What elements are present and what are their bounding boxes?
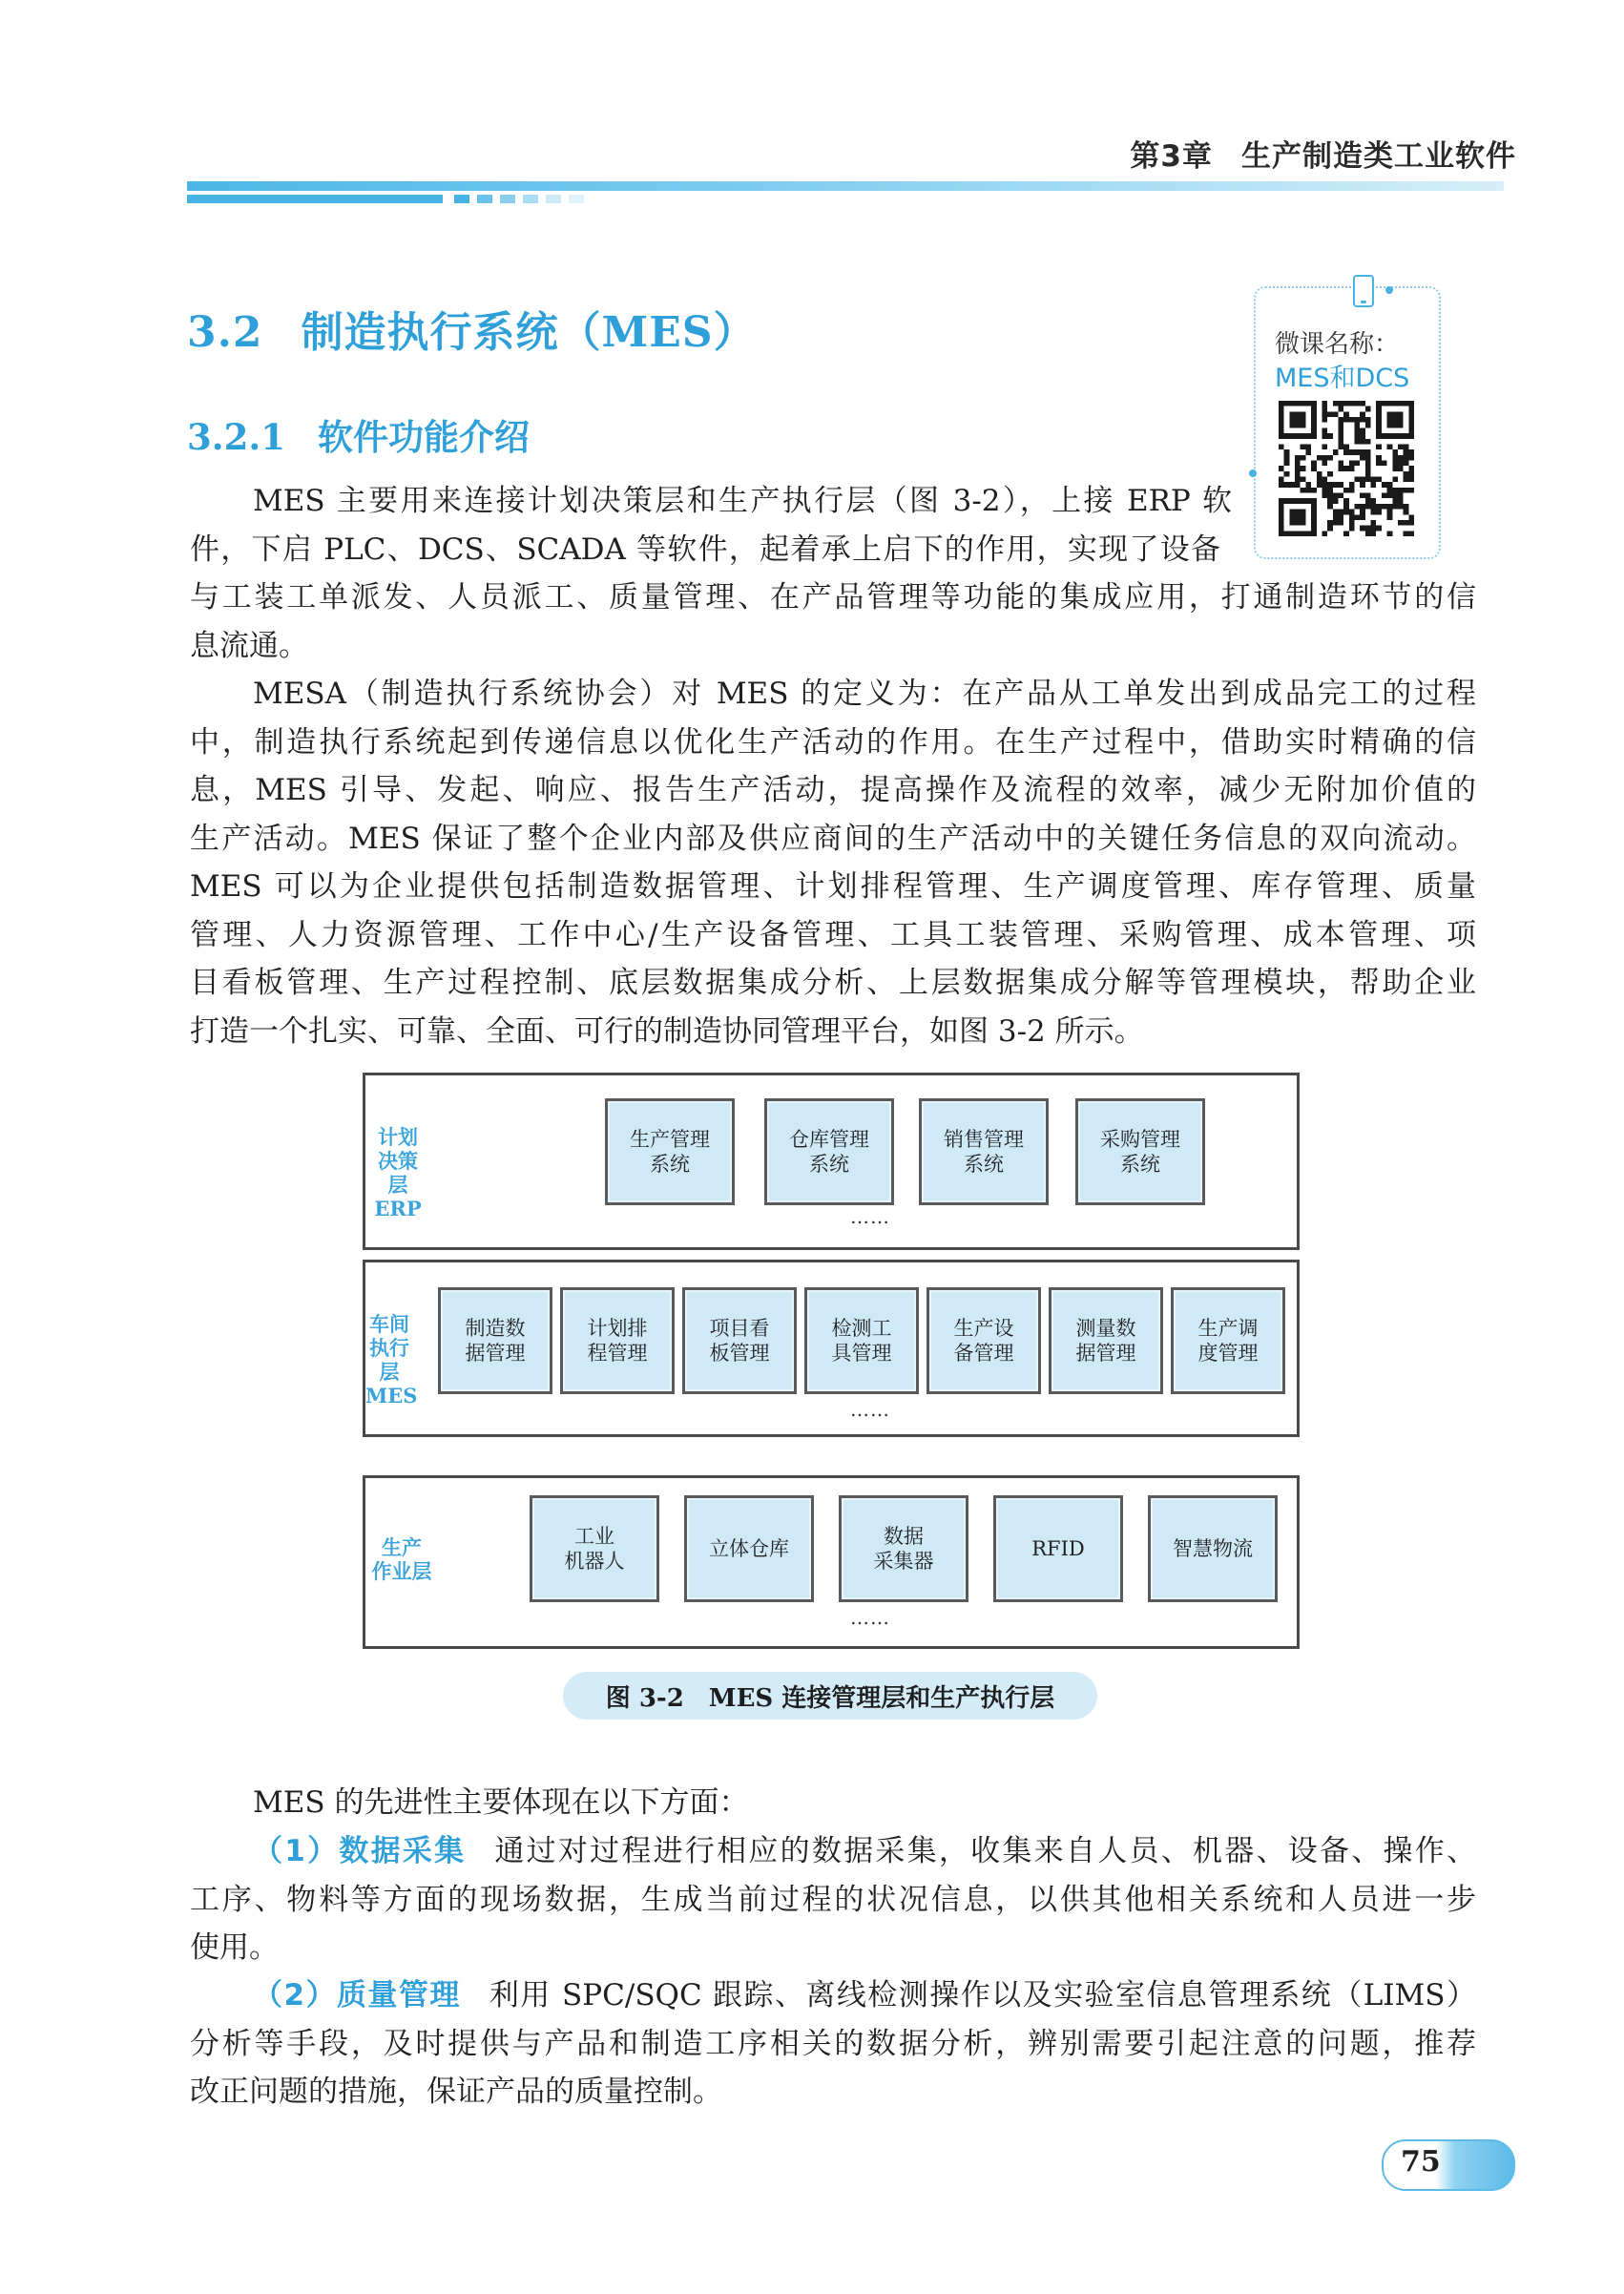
ellipsis: …… [850, 1606, 890, 1629]
figure-caption [563, 1672, 1097, 1720]
mes-layer-box [363, 1260, 1300, 1437]
section-title [187, 298, 757, 359]
module-box: 生产调 度管理 [1171, 1287, 1285, 1394]
text-line: 打造一个扎实、可靠、全面、可行的制造协同管理平台，如图 3-2 所示。 [190, 1013, 1144, 1049]
text-line: MES 的先进性主要体现在以下方面： [253, 1785, 749, 1820]
section-number: 3.2 [187, 308, 263, 357]
text-line: 与工装工单派发、人员派工、质量管理、在产品管理等功能的集成应用，打通制造环节的信 [190, 580, 1476, 615]
paragraph-3 [190, 1779, 1476, 1827]
module-box: 数据 采集器 [839, 1495, 968, 1602]
module-box: 测量数 据管理 [1049, 1287, 1163, 1394]
chapter-title: 生产制造类工业软件 [1241, 139, 1516, 174]
module-box: 计划排 程管理 [560, 1287, 675, 1394]
text-line: 使用。 [190, 1930, 279, 1965]
ellipsis: …… [850, 1398, 890, 1421]
subsection-number: 3.2.1 [187, 416, 285, 458]
text-line: 改正问题的措施，保证产品的质量控制。 [190, 2075, 722, 2109]
card-dot-icon [1385, 286, 1393, 294]
module-box: 仓库管理 系统 [764, 1098, 894, 1205]
page-number: 75 [1401, 2145, 1441, 2179]
figure-number: 图 3-2 [605, 1683, 684, 1713]
module-box: 制造数 据管理 [438, 1287, 552, 1394]
text-line: 管理、人力资源管理、工作中心/生产设备管理、工具工装管理、采购管理、成本管理、项 [190, 917, 1476, 952]
figure-caption-text: MES 连接管理层和生产执行层 [708, 1683, 1055, 1713]
text-line: （1）数据采集 通过对过程进行相应的数据采集，收集来自人员、机器、设备、操作、 [253, 1834, 1476, 1868]
chapter-header [1130, 132, 1516, 175]
text-line: 中，制造执行系统起到传递信息以优化生产活动的作用。在生产过程中，借助实时精确的信 [190, 724, 1476, 760]
text-line: 件，下启 PLC、DCS、SCADA 等软件，起着承上启下的作用，实现了设备 [190, 532, 1220, 567]
text-line: （2）质量管理 利用 SPC/SQC 跟踪、离线检测操作以及实验室信息管理系统（LIMS） [253, 1978, 1476, 2012]
module-box: 销售管理 系统 [919, 1098, 1049, 1205]
erp-layer-label: 计划 决策层 ERP [374, 1125, 422, 1220]
text-line: 生产活动。MES 保证了整个企业内部及供应商间的生产活动中的关键任务信息的双向流动。 [190, 821, 1476, 856]
item-lead: （2）质量管理 [253, 1978, 461, 2012]
module-box: 智慧物流 [1148, 1495, 1278, 1602]
module-box: RFID [993, 1495, 1123, 1602]
micro-lesson-name: MES和DCS [1275, 364, 1410, 393]
module-box: 立体仓库 [684, 1495, 814, 1602]
module-box: 采购管理 系统 [1075, 1098, 1205, 1205]
section-title-text: 制造执行系统（MES） [301, 308, 757, 357]
production-layer-box [363, 1475, 1300, 1649]
header-dashes [187, 195, 588, 204]
production-layer-label: 生产 作业层 [371, 1535, 432, 1583]
paragraph-4 [190, 1827, 1476, 1972]
chapter-number: 第3章 [1130, 139, 1213, 174]
erp-layer-box [363, 1073, 1300, 1250]
module-box: 检测工 具管理 [804, 1287, 919, 1394]
micro-lesson-label: 微课名称： [1275, 330, 1400, 359]
text-line: 工序、物料等方面的现场数据，生成当前过程的状况信息，以供其他相关系统和人员进一步 [190, 1882, 1476, 1917]
module-box: 生产管理 系统 [605, 1098, 735, 1205]
header-rule [187, 181, 1504, 191]
text-line: MES 可以为企业提供包括制造数据管理、计划排程管理、生产调度管理、库存管理、质量 [190, 869, 1476, 904]
subsection-title [187, 408, 530, 460]
module-box: 项目看 板管理 [682, 1287, 797, 1394]
qr-code-icon[interactable] [1279, 401, 1414, 536]
mes-layer-label: 车间 执行层 MES [365, 1312, 418, 1408]
item-lead: （1）数据采集 [253, 1834, 467, 1868]
text-line: 目看板管理、生产过程控制、底层数据集成分析、上层数据集成分解等管理模块，帮助企业 [190, 966, 1476, 1000]
text-line: 息流通。 [190, 628, 308, 663]
ellipsis: …… [850, 1205, 890, 1228]
paragraph-1-cont [190, 574, 1476, 670]
subsection-title-text: 软件功能介绍 [318, 416, 530, 458]
paragraph-2 [190, 670, 1476, 1055]
text-line: 分析等手段，及时提供与产品和制造工序相关的数据分析，辨别需要引起注意的问题，推荐 [190, 2026, 1476, 2061]
text-line: MESA（制造执行系统协会）对 MES 的定义为：在产品从工单发出到成品完工的过程 [253, 677, 1476, 711]
module-box: 工业 机器人 [530, 1495, 659, 1602]
module-box: 生产设 备管理 [927, 1287, 1041, 1394]
card-dot-icon [1249, 469, 1257, 477]
paragraph-1 [190, 477, 1232, 574]
phone-icon [1353, 275, 1374, 307]
text-line: MES 主要用来连接计划决策层和生产执行层（图 3-2），上接 ERP 软 [253, 484, 1232, 518]
paragraph-5 [190, 1971, 1476, 2117]
text-line: 息，MES 引导、发起、响应、报告生产活动，提高操作及流程的效率，减少无附加价值的 [190, 773, 1476, 807]
